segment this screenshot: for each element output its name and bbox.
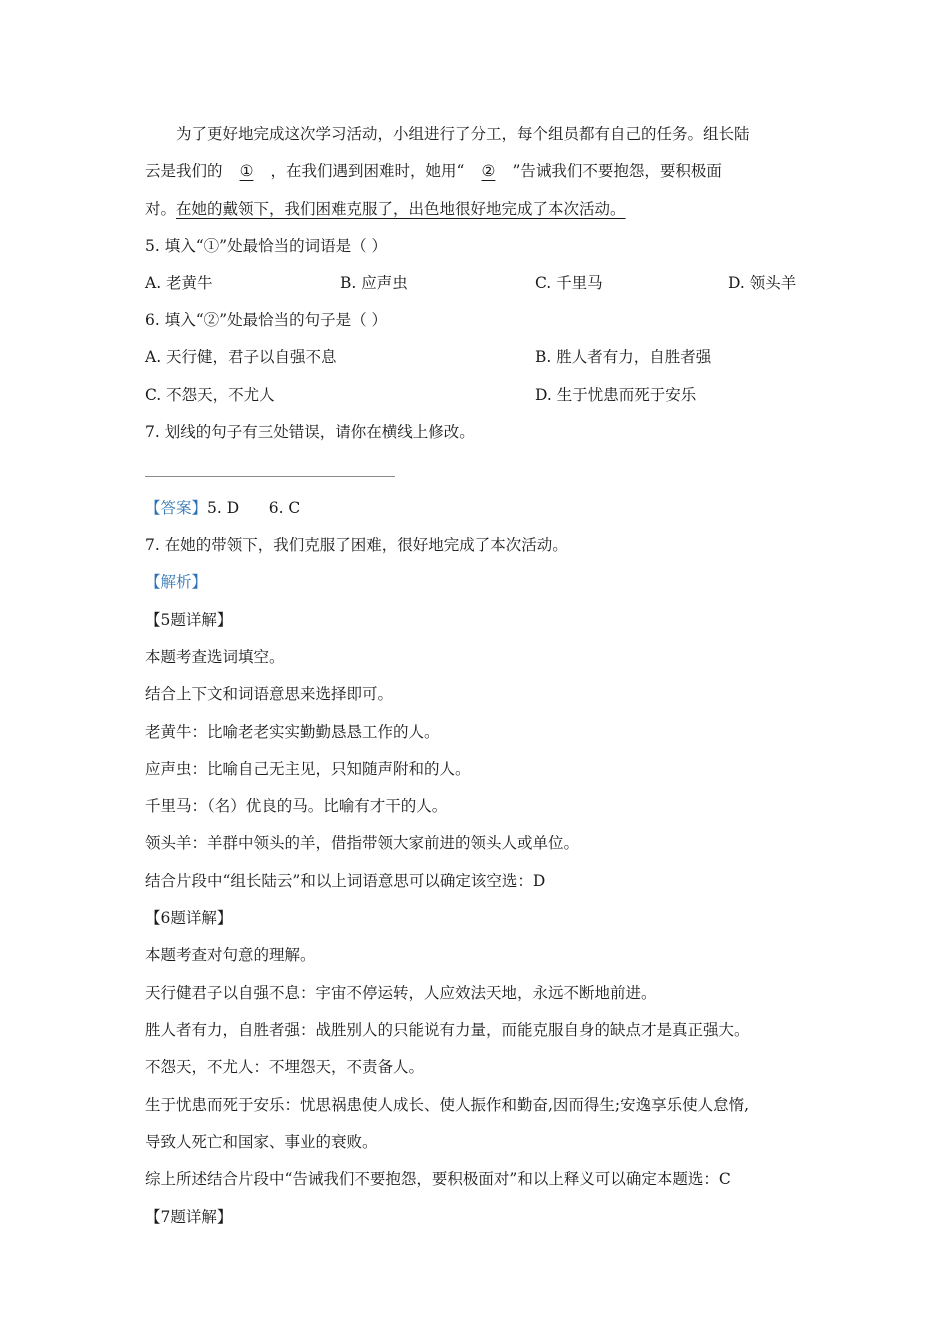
analysis-line: 天行健君子以自强不息：宇宙不停运转，人应效法天地，永远不断地前进。 [145, 984, 657, 1002]
passage-line-1: 为了更好地完成这次学习活动，小组进行了分工，每个组员都有自己的任务。组长陆 [176, 125, 750, 143]
answer-q7: 7. 在她的带领下，我们克服了困难，很好地完成了本次活动。 [145, 536, 568, 554]
q5-option-d: D. 领头羊 [728, 274, 797, 292]
q6-option-c: C. 不怨天，不尤人 [145, 386, 275, 404]
analysis-line: 胜人者有力，自胜者强：战胜别人的只能说有力量，而能克服自身的缺点才是真正强大。 [145, 1021, 750, 1039]
analysis-line: 【6题详解】 [145, 909, 233, 927]
analysis-line: 综上所述结合片段中“告诫我们不要抱怨，要积极面对”和以上释义可以确定本题选：C [145, 1170, 731, 1188]
analysis-line: 导致人死亡和国家、事业的衰败。 [145, 1133, 378, 1151]
analysis-line: 本题考查对句意的理解。 [145, 946, 316, 964]
answer-text: 5. D 6. C [207, 499, 301, 517]
passage-text: ”告诫我们不要抱怨，要积极面 [512, 162, 722, 180]
question-7-stem: 7. 划线的句子有三处错误，请你在横线上修改。 [145, 423, 475, 441]
q6-option-b: B. 胜人者有力，自胜者强 [535, 348, 712, 366]
passage-line-3 [145, 198, 626, 220]
analysis-line: 【7题详解】 [145, 1208, 233, 1226]
passage-text: ，在我们遇到困难时，她用“ [270, 162, 465, 180]
analysis-line: 本题考查选词填空。 [145, 648, 285, 666]
blank-2: ② [481, 162, 496, 180]
analysis-line: 应声虫：比喻自己无主见，只知随声附和的人。 [145, 760, 471, 778]
blank-1: ① [239, 162, 254, 180]
underlined-sentence: 在她的戴领下，我们困难克服了，出色地很好地完成了本次活动。 [176, 200, 626, 218]
analysis-line: 千里马：（名）优良的马。比喻有才干的人。 [145, 797, 448, 815]
analysis-line: 领头羊：羊群中领头的羊，借指带领大家前进的领头人或单位。 [145, 834, 580, 852]
analysis-line: 生于忧患而死于安乐：忧思祸患使人成长、使人振作和勤奋,因而得生;安逸享乐使人怠惰, [145, 1096, 750, 1114]
q5-option-a: A. 老黄牛 [145, 274, 213, 292]
analysis-line: 【5题详解】 [145, 611, 233, 629]
answer-line [145, 497, 300, 519]
q6-option-a: A. 天行健，君子以自强不息 [145, 348, 337, 366]
answer-tag: 【答案】 [145, 499, 208, 517]
passage-text: 对。 [145, 200, 177, 218]
answer-blank-line [145, 476, 395, 477]
analysis-line: 结合上下文和词语意思来选择即可。 [145, 685, 394, 703]
passage-line-2 [145, 160, 722, 182]
q5-option-c: C. 千里马 [535, 274, 603, 292]
q5-option-b: B. 应声虫 [340, 274, 408, 292]
analysis-line: 结合片段中“组长陆云”和以上词语意思可以确定该空选：D [145, 872, 546, 890]
q6-option-d: D. 生于忧患而死于安乐 [535, 386, 697, 404]
analysis-line: 老黄牛：比喻老老实实勤勤恳恳工作的人。 [145, 723, 440, 741]
analysis-line: 不怨天，不尤人：不埋怨天，不责备人。 [145, 1058, 425, 1076]
question-6-stem: 6. 填入“②”处最恰当的句子是（ ） [145, 311, 387, 329]
question-5-stem: 5. 填入“①”处最恰当的词语是（ ） [145, 237, 387, 255]
analysis-tag: 【解析】 [145, 573, 208, 591]
passage-text: 云是我们的 [145, 162, 223, 180]
